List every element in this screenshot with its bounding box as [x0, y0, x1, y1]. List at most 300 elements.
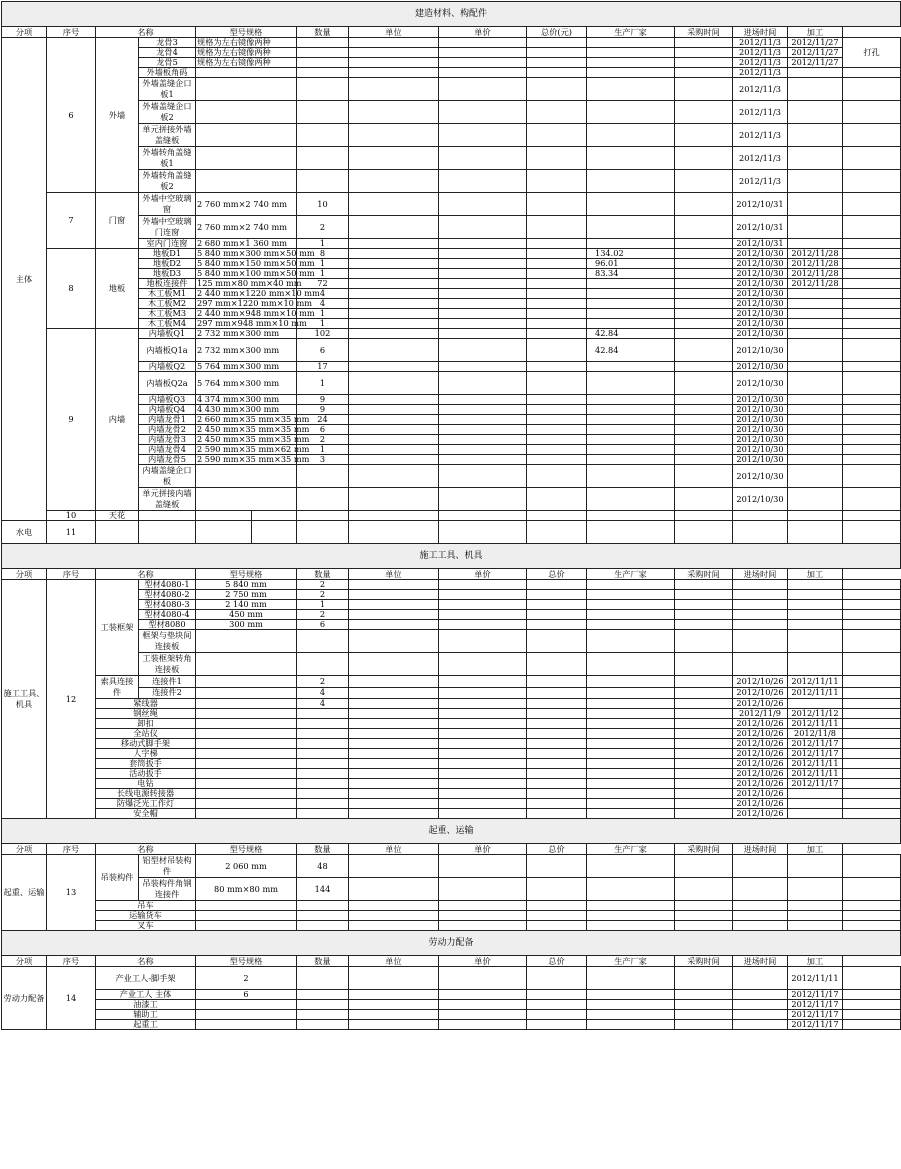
- item-name: 套筒扳手: [96, 759, 196, 769]
- quantity: [297, 789, 349, 799]
- purchase-date: [733, 911, 788, 921]
- unit: [349, 911, 439, 921]
- spec: 5 764 mm×300 mm: [196, 372, 297, 395]
- col-a: [527, 38, 587, 48]
- purchase-date: 2012/10/26: [733, 749, 788, 759]
- item-name: 地板D2: [139, 259, 196, 269]
- unit-price: [439, 124, 527, 147]
- unit: [349, 147, 439, 170]
- col-a: [527, 855, 587, 878]
- column-header: 名称: [96, 27, 196, 38]
- col-a: [527, 901, 587, 911]
- purchase-date: 2012/10/31: [733, 193, 788, 216]
- manufacturer: [675, 319, 733, 329]
- item-name: 连接件2: [139, 687, 196, 699]
- purchase-date: 2012/10/30: [733, 299, 788, 309]
- unit-price: [439, 630, 527, 653]
- quantity: 1: [297, 372, 349, 395]
- column-header: 生产厂家: [587, 27, 675, 38]
- total-price: [587, 630, 675, 653]
- arrival-date: [788, 620, 843, 630]
- unit: [349, 1000, 439, 1010]
- unit: [349, 1020, 439, 1030]
- processing: [843, 990, 901, 1000]
- purchase-date: [733, 620, 788, 630]
- unit-price: [439, 739, 527, 749]
- column-header: 型号规格: [196, 844, 297, 855]
- item-name: 卸扣: [96, 719, 196, 729]
- purchase-date: 2012/10/26: [733, 789, 788, 799]
- spec: 规格为左右镜像两种: [196, 58, 297, 68]
- processing: [843, 405, 901, 415]
- purchase-date: [733, 600, 788, 610]
- column-header: 总价(元): [527, 27, 587, 38]
- quantity: 2: [297, 676, 349, 688]
- purchase-date: 2012/10/30: [733, 289, 788, 299]
- unit: [349, 739, 439, 749]
- unit-price: [439, 259, 527, 269]
- manufacturer: [675, 48, 733, 58]
- processing: [843, 878, 901, 901]
- item-name: 防爆泛光工作灯: [96, 799, 196, 809]
- processing: [843, 600, 901, 610]
- unit: [349, 445, 439, 455]
- spec: [196, 676, 297, 688]
- spec: [196, 653, 297, 676]
- purchase-date: [733, 610, 788, 620]
- arrival-date: 2012/11/27: [788, 58, 843, 68]
- arrival-date: [788, 147, 843, 170]
- unit: [349, 990, 439, 1000]
- processing: [843, 789, 901, 799]
- processing: [843, 967, 901, 990]
- purchase-date: 2012/10/30: [733, 465, 788, 488]
- unit-price: [439, 289, 527, 299]
- unit: [349, 259, 439, 269]
- quantity: 2: [297, 580, 349, 590]
- unit-price: [439, 1010, 527, 1020]
- total-price: [587, 58, 675, 68]
- unit: [349, 878, 439, 901]
- processing: [843, 170, 901, 193]
- unit-price: [439, 299, 527, 309]
- purchase-date: 2012/10/26: [733, 759, 788, 769]
- total-price: [587, 362, 675, 372]
- quantity: [297, 719, 349, 729]
- arrival-date: [788, 78, 843, 101]
- unit-price: [439, 600, 527, 610]
- total-price: [587, 435, 675, 445]
- serial-number: 10: [47, 511, 96, 521]
- unit: [349, 319, 439, 329]
- col-a: [527, 789, 587, 799]
- item-name: 产业工人 主体: [96, 990, 196, 1000]
- spec: 5 840 mm×100 mm×50 mm: [197, 268, 315, 278]
- manufacturer: [675, 488, 733, 511]
- spec: [196, 68, 297, 78]
- spec: 2 760 mm×2 740 mm: [196, 216, 297, 239]
- total-price: [587, 319, 675, 329]
- unit-price: [439, 1000, 527, 1010]
- manufacturer: [675, 1020, 733, 1030]
- processing: [843, 779, 901, 789]
- col-a: [527, 878, 587, 901]
- total-price: [587, 779, 675, 789]
- unit: [349, 58, 439, 68]
- unit: [349, 676, 439, 688]
- manufacturer: [675, 147, 733, 170]
- manufacturer: [675, 269, 733, 279]
- unit: [349, 48, 439, 58]
- spec: 6: [196, 990, 297, 1000]
- col-a: [527, 279, 587, 289]
- total-price: 83.34: [587, 269, 675, 279]
- item-name: 型材4080-1: [139, 580, 196, 590]
- processing: [843, 1010, 901, 1020]
- unit: [349, 465, 439, 488]
- item-name: 型材4080-3: [139, 600, 196, 610]
- arrival-date: [788, 425, 843, 435]
- col-a: [527, 779, 587, 789]
- col-a: [527, 749, 587, 759]
- purchase-date: [733, 630, 788, 653]
- unit-price: [439, 425, 527, 435]
- total-price: [587, 405, 675, 415]
- item-name: 外墙盖缝企口板1: [139, 78, 196, 101]
- quantity: 6: [297, 339, 349, 362]
- col-a: [527, 309, 587, 319]
- total-price: [587, 1010, 675, 1020]
- serial-number: 13: [47, 855, 96, 931]
- section-title: 劳动力配备: [2, 931, 901, 956]
- total-price: [587, 967, 675, 990]
- col-a: [527, 729, 587, 739]
- quantity: [297, 709, 349, 719]
- total-price: [587, 372, 675, 395]
- manufacturer: [675, 465, 733, 488]
- item-name: 钢丝绳: [96, 709, 196, 719]
- spec: 2 750 mm: [196, 590, 297, 600]
- manufacturer: [675, 68, 733, 78]
- column-header: 单位: [349, 569, 439, 580]
- processing: [843, 739, 901, 749]
- total-price: [587, 921, 675, 931]
- section-title: 建造材料、构配件: [2, 2, 901, 27]
- spec: [196, 687, 297, 699]
- arrival-date: [788, 309, 843, 319]
- total-price: [587, 911, 675, 921]
- spec: 2 440 mm×1220 mm×10 mm: [197, 288, 320, 298]
- unit-price: [439, 269, 527, 279]
- purchase-date: 2012/10/31: [733, 239, 788, 249]
- quantity: [297, 68, 349, 78]
- purchase-date: 2012/10/30: [733, 372, 788, 395]
- total-price: [587, 101, 675, 124]
- total-price: [587, 769, 675, 779]
- spec: 2 732 mm×300 mm: [196, 339, 297, 362]
- quantity: [297, 101, 349, 124]
- column-header: 序号: [47, 27, 96, 38]
- serial-number: 8: [47, 249, 96, 329]
- col-a: [527, 445, 587, 455]
- purchase-date: 2012/10/30: [733, 329, 788, 339]
- quantity: [297, 630, 349, 653]
- unit-price: [439, 170, 527, 193]
- item-name: 内墙板Q2: [139, 362, 196, 372]
- column-header: 分项: [2, 569, 47, 580]
- column-header: 序号: [47, 569, 96, 580]
- manufacturer: [675, 729, 733, 739]
- unit: [349, 749, 439, 759]
- item-name: 人字梯: [96, 749, 196, 759]
- purchase-date: 2012/11/3: [733, 124, 788, 147]
- total-price: [587, 488, 675, 511]
- column-header: 单价: [439, 844, 527, 855]
- column-header: 名称: [96, 569, 196, 580]
- purchase-date: 2012/10/31: [733, 216, 788, 239]
- processing: [843, 1000, 901, 1010]
- manufacturer: [675, 600, 733, 610]
- column-header: 采购时间: [675, 844, 733, 855]
- item-name: 工装框架转角连接板: [139, 653, 196, 676]
- unit-price: [439, 435, 527, 445]
- column-header: 采购时间: [675, 569, 733, 580]
- col-a: [527, 405, 587, 415]
- purchase-date: 2012/10/30: [733, 405, 788, 415]
- arrival-date: [788, 455, 843, 465]
- item-name: 全站仪: [96, 729, 196, 739]
- empty-cell: [843, 511, 901, 521]
- column-header: 名称: [96, 956, 196, 967]
- unit: [349, 329, 439, 339]
- column-header: 单价: [439, 569, 527, 580]
- processing: [843, 590, 901, 600]
- total-price: 134.02: [587, 249, 675, 259]
- spec: [196, 1020, 297, 1030]
- processing: [843, 901, 901, 911]
- spec: 2 760 mm×2 740 mm: [196, 193, 297, 216]
- unit: [349, 779, 439, 789]
- quantity: 4: [297, 687, 349, 699]
- unit-price: [439, 709, 527, 719]
- processing: [843, 279, 901, 289]
- serial-number: 7: [47, 193, 96, 249]
- quantity: 4: [297, 699, 349, 709]
- column-header: 进场时间: [733, 569, 788, 580]
- column-header: 单位: [349, 27, 439, 38]
- quantity: 1: [297, 239, 349, 249]
- item-name: 内墙盖缝企口板: [139, 465, 196, 488]
- manufacturer: [675, 101, 733, 124]
- total-price: [587, 799, 675, 809]
- arrival-date: [788, 299, 843, 309]
- spec: [196, 147, 297, 170]
- processing: [843, 719, 901, 729]
- purchase-date: 2012/10/30: [733, 425, 788, 435]
- column-header: 分项: [2, 956, 47, 967]
- unit-price: [439, 580, 527, 590]
- unit: [349, 193, 439, 216]
- group-name: 外墙: [96, 38, 139, 193]
- arrival-date: [788, 465, 843, 488]
- unit-price: [439, 610, 527, 620]
- arrival-date: [788, 329, 843, 339]
- unit-price: [439, 769, 527, 779]
- processing: [843, 101, 901, 124]
- item-name: 木工板M1: [139, 289, 196, 299]
- column-header: 总价: [527, 569, 587, 580]
- quantity: 9: [297, 405, 349, 415]
- total-price: [587, 620, 675, 630]
- item-name: 外墙盖缝企口板2: [139, 101, 196, 124]
- empty-cell: [349, 521, 439, 544]
- unit-price: [439, 653, 527, 676]
- item-name: 外墙中空玻璃窗: [139, 193, 196, 216]
- manufacturer: [675, 709, 733, 719]
- spec: [196, 488, 297, 511]
- spec: [196, 729, 297, 739]
- empty-cell: [788, 521, 843, 544]
- arrival-date: 2012/11/11: [788, 676, 843, 688]
- column-header: 单位: [349, 844, 439, 855]
- col-a: [527, 921, 587, 931]
- group-name: 门窗: [96, 193, 139, 249]
- purchase-date: 2012/11/3: [733, 101, 788, 124]
- manufacturer: [675, 610, 733, 620]
- arrival-date: 2012/11/28: [788, 269, 843, 279]
- unit-price: [439, 395, 527, 405]
- processing: [843, 269, 901, 279]
- column-header: 名称: [96, 844, 196, 855]
- manufacturer: [675, 405, 733, 415]
- column-header: 采购时间: [675, 27, 733, 38]
- item-name: 内墙龙骨2: [139, 425, 196, 435]
- unit-price: [439, 1020, 527, 1030]
- total-price: [587, 1020, 675, 1030]
- col-a: [527, 1010, 587, 1020]
- empty-cell: [733, 511, 788, 521]
- column-header: 总价: [527, 956, 587, 967]
- quantity: 1: [297, 319, 349, 329]
- column-header: 生产厂家: [587, 569, 675, 580]
- column-header: 数量: [297, 27, 349, 38]
- quantity: 4: [297, 299, 349, 309]
- unit: [349, 269, 439, 279]
- unit-price: [439, 911, 527, 921]
- quantity: [297, 921, 349, 931]
- empty-cell: [196, 521, 252, 544]
- empty-cell: [297, 511, 349, 521]
- quantity: [297, 1010, 349, 1020]
- arrival-date: [788, 488, 843, 511]
- manufacturer: [675, 445, 733, 455]
- manufacturer: [675, 878, 733, 901]
- arrival-date: [788, 855, 843, 878]
- quantity: [297, 147, 349, 170]
- spec: [196, 1010, 297, 1020]
- unit-price: [439, 101, 527, 124]
- quantity: 10: [297, 193, 349, 216]
- quantity: [297, 769, 349, 779]
- processing: [843, 147, 901, 170]
- column-header: 加工: [788, 569, 843, 580]
- manufacturer: [675, 279, 733, 289]
- column-header: 单价: [439, 27, 527, 38]
- col-a: [527, 124, 587, 147]
- spec: 2: [196, 967, 297, 990]
- arrival-date: [788, 124, 843, 147]
- purchase-date: 2012/10/30: [733, 362, 788, 372]
- unit-price: [439, 749, 527, 759]
- column-header: 进场时间: [733, 27, 788, 38]
- col-a: [527, 339, 587, 362]
- spec: [196, 789, 297, 799]
- total-price: [587, 68, 675, 78]
- col-a: [527, 435, 587, 445]
- manufacturer: [675, 699, 733, 709]
- column-header: 分项: [2, 844, 47, 855]
- arrival-date: 2012/11/8: [788, 729, 843, 739]
- processing: [843, 465, 901, 488]
- manufacturer: [675, 170, 733, 193]
- item-name: 吊装构件角钢连接件: [139, 878, 196, 901]
- item-name: 油漆工: [96, 1000, 196, 1010]
- total-price: [587, 990, 675, 1000]
- arrival-date: [788, 362, 843, 372]
- processing: [843, 620, 901, 630]
- serial-number: 9: [47, 329, 96, 511]
- purchase-date: 2012/11/3: [733, 58, 788, 68]
- spec: 2 732 mm×300 mm: [196, 329, 297, 339]
- unit-price: [439, 465, 527, 488]
- unit-price: [439, 878, 527, 901]
- manufacturer: [675, 216, 733, 239]
- col-a: [527, 259, 587, 269]
- total-price: 96.01: [587, 259, 675, 269]
- column-header: 型号规格: [196, 27, 297, 38]
- spec: 2 660 mm×35 mm×35 mm: [197, 414, 310, 424]
- purchase-date: 2012/10/30: [733, 309, 788, 319]
- item-name: 型材4080-2: [139, 590, 196, 600]
- total-price: [587, 855, 675, 878]
- item-name: 外墙板角码: [139, 68, 196, 78]
- arrival-date: 2012/11/11: [788, 759, 843, 769]
- col-a: [527, 147, 587, 170]
- arrival-date: 2012/11/11: [788, 769, 843, 779]
- item-name: 木工板M3: [139, 309, 196, 319]
- unit-price: [439, 901, 527, 911]
- item-name: 吊车: [96, 901, 196, 911]
- column-header: 加工: [788, 956, 843, 967]
- total-price: [587, 445, 675, 455]
- total-price: [587, 124, 675, 147]
- unit: [349, 901, 439, 911]
- manufacturer: [675, 329, 733, 339]
- unit: [349, 425, 439, 435]
- unit-price: [439, 676, 527, 688]
- unit-price: [439, 809, 527, 819]
- processing: [843, 1020, 901, 1030]
- total-price: [587, 687, 675, 699]
- total-price: [587, 699, 675, 709]
- item-name: 地板连接件: [139, 279, 196, 289]
- purchase-date: 2012/11/9: [733, 709, 788, 719]
- unit-price: [439, 445, 527, 455]
- spec: 2 680 mm×1 360 mm: [196, 239, 297, 249]
- manufacturer: [675, 580, 733, 590]
- spec: [196, 101, 297, 124]
- quantity: [297, 967, 349, 990]
